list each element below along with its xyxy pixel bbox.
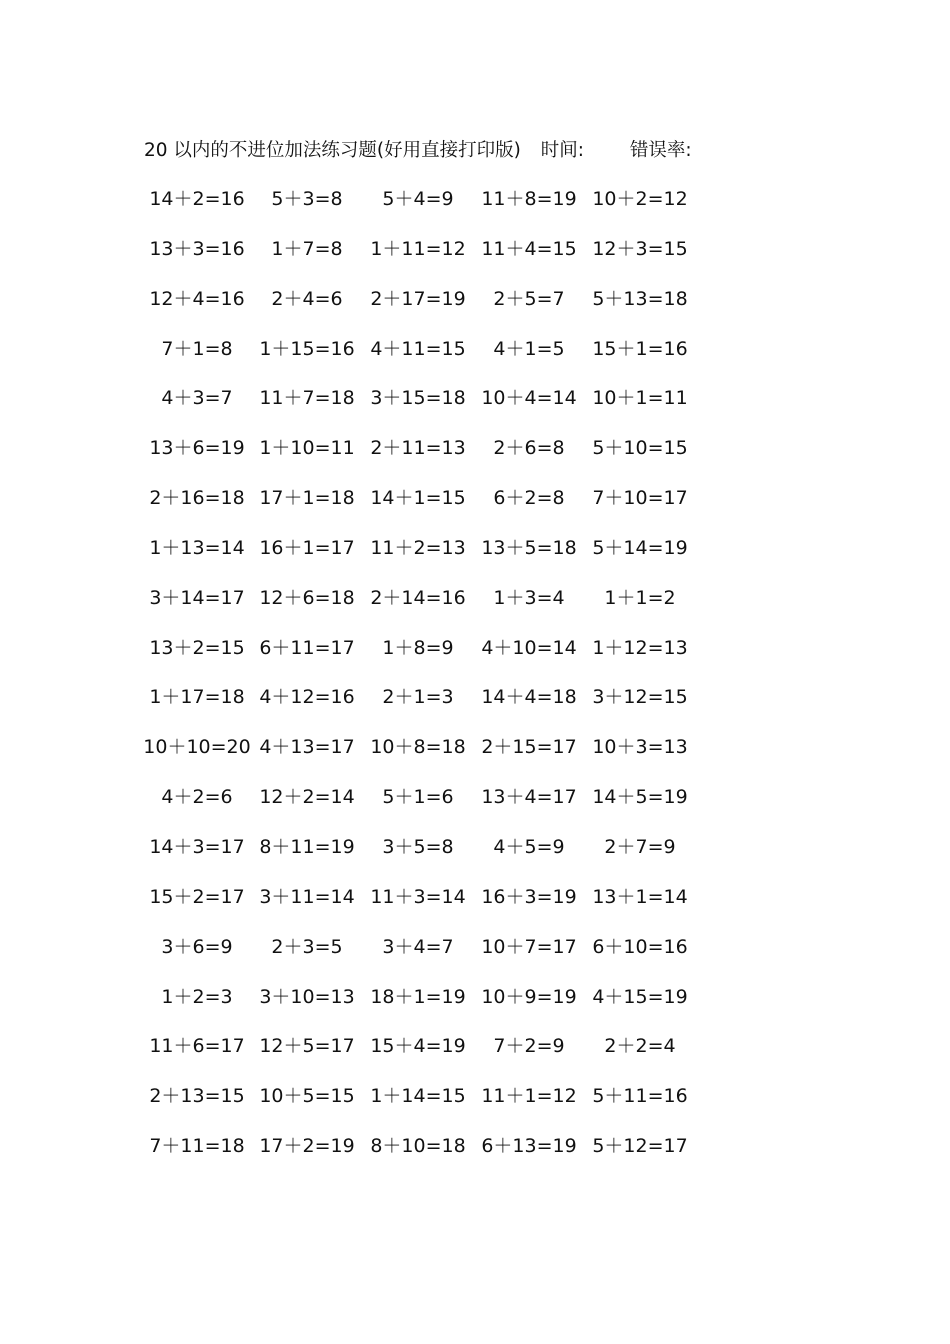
problem-item: 6＋11=17 — [259, 636, 355, 659]
problem-item: 14＋2=16 — [149, 188, 245, 210]
problem-item: 10＋9=19 — [481, 985, 577, 1008]
problem-item: 1＋10=11 — [259, 437, 355, 460]
problem-item: 1＋14=15 — [370, 1085, 466, 1108]
problem-item: 1＋15=16 — [259, 337, 355, 360]
problem-item: 2＋6=8 — [493, 437, 565, 460]
problem-item: 13＋3=16 — [149, 237, 245, 260]
problem-row — [140, 583, 760, 633]
problem-row — [140, 383, 760, 433]
problem-item: 17＋2=19 — [259, 1135, 355, 1158]
problem-row — [140, 1031, 760, 1081]
problem-row — [140, 732, 760, 782]
problem-item: 4＋5=9 — [493, 835, 565, 858]
problem-item: 13＋2=15 — [149, 636, 245, 659]
problem-item: 11＋6=17 — [149, 1035, 245, 1058]
problem-item: 2＋5=7 — [493, 287, 565, 310]
problem-item: 3＋10=13 — [259, 985, 355, 1008]
problem-item: 13＋1=14 — [592, 885, 688, 908]
problem-row — [140, 184, 760, 234]
problem-item: 5＋12=17 — [592, 1135, 688, 1158]
problem-item: 14＋3=17 — [149, 835, 245, 858]
problem-row — [140, 633, 760, 683]
problem-row — [140, 284, 760, 334]
problem-row — [140, 1131, 760, 1181]
problem-item: 5＋3=8 — [271, 188, 343, 210]
problem-item: 8＋11=19 — [259, 835, 355, 858]
problem-item: 5＋14=19 — [592, 536, 688, 559]
problem-item: 17＋1=18 — [259, 487, 355, 510]
problem-item: 3＋12=15 — [592, 686, 688, 709]
problem-item: 10＋4=14 — [481, 387, 577, 410]
problem-item: 10＋1=11 — [592, 387, 688, 410]
problem-item: 11＋2=13 — [370, 536, 466, 559]
problem-item: 12＋4=16 — [149, 287, 245, 310]
problem-item: 4＋2=6 — [161, 786, 233, 809]
problem-item: 5＋4=9 — [382, 188, 454, 210]
problem-item: 4＋12=16 — [259, 686, 355, 709]
problem-item: 1＋13=14 — [149, 536, 245, 559]
error-rate-label: 错误率: — [629, 140, 692, 161]
problem-row — [140, 832, 760, 882]
problem-item: 4＋1=5 — [493, 337, 565, 360]
problem-item: 1＋11=12 — [370, 237, 466, 260]
problem-item: 1＋12=13 — [592, 636, 688, 659]
problem-item: 11＋4=15 — [481, 237, 577, 260]
problem-item: 14＋4=18 — [481, 686, 577, 709]
problem-row — [140, 433, 760, 483]
problem-item: 13＋5=18 — [481, 536, 577, 559]
problem-item: 3＋11=14 — [259, 885, 355, 908]
problem-item: 5＋10=15 — [592, 437, 688, 460]
problem-item: 13＋4=17 — [481, 786, 577, 809]
problem-item: 2＋14=16 — [370, 586, 466, 609]
problem-item: 2＋3=5 — [271, 935, 343, 958]
problem-item: 14＋1=15 — [370, 487, 466, 510]
worksheet-header — [144, 138, 692, 164]
problem-item: 3＋14=17 — [149, 586, 245, 609]
problem-row — [140, 334, 760, 384]
problem-item: 2＋17=19 — [370, 287, 466, 310]
problem-item: 12＋6=18 — [259, 586, 355, 609]
problem-item: 1＋7=8 — [271, 237, 343, 260]
problem-item: 2＋1=3 — [382, 686, 454, 709]
problem-item: 4＋15=19 — [592, 985, 688, 1008]
problem-item: 3＋6=9 — [161, 935, 233, 958]
problem-item: 1＋3=4 — [493, 586, 565, 609]
problem-item: 13＋6=19 — [149, 437, 245, 460]
problem-item: 1＋1=2 — [604, 586, 676, 609]
problem-item: 7＋10=17 — [592, 487, 688, 510]
problem-item: 8＋10=18 — [370, 1135, 466, 1158]
problem-item: 2＋15=17 — [481, 736, 577, 759]
time-label: 时间: — [540, 140, 584, 161]
problem-row — [140, 882, 760, 932]
problem-item: 11＋7=18 — [259, 387, 355, 410]
problem-item: 10＋3=13 — [592, 736, 688, 759]
problem-item: 7＋11=18 — [149, 1135, 245, 1158]
problem-row — [140, 1081, 760, 1131]
problem-row — [140, 932, 760, 982]
problem-item: 11＋1=12 — [481, 1085, 577, 1108]
problem-item: 1＋8=9 — [382, 636, 454, 659]
problem-item: 6＋10=16 — [592, 935, 688, 958]
problem-item: 4＋3=7 — [161, 387, 233, 410]
problem-item: 6＋2=8 — [493, 487, 565, 510]
problem-item: 4＋11=15 — [370, 337, 466, 360]
problem-item: 15＋1=16 — [592, 337, 688, 360]
problem-item: 12＋5=17 — [259, 1035, 355, 1058]
problem-item: 10＋8=18 — [370, 736, 466, 759]
problem-item: 12＋2=14 — [259, 786, 355, 809]
problem-item: 2＋11=13 — [370, 437, 466, 460]
problem-item: 18＋1=19 — [370, 985, 466, 1008]
problem-item: 2＋7=9 — [604, 835, 676, 858]
problem-item: 5＋11=16 — [592, 1085, 688, 1108]
problem-item: 16＋1=17 — [259, 536, 355, 559]
problem-item: 10＋7=17 — [481, 935, 577, 958]
problem-item: 10＋2=12 — [592, 188, 688, 210]
problem-row — [140, 782, 760, 832]
problem-item: 11＋3=14 — [370, 885, 466, 908]
problem-row — [140, 483, 760, 533]
problem-item: 3＋15=18 — [370, 387, 466, 410]
problem-item: 2＋16=18 — [149, 487, 245, 510]
worksheet-title: 20 以内的不进位加法练习题(好用直接打印版) — [144, 140, 521, 161]
problem-row — [140, 682, 760, 732]
problem-item: 7＋1=8 — [161, 337, 233, 360]
problem-row — [140, 234, 760, 284]
problem-item: 11＋8=19 — [481, 188, 577, 210]
problem-item: 15＋4=19 — [370, 1035, 466, 1058]
problem-item: 1＋2=3 — [161, 985, 233, 1008]
problem-item: 15＋2=17 — [149, 885, 245, 908]
problem-item: 5＋13=18 — [592, 287, 688, 310]
problem-item: 2＋13=15 — [149, 1085, 245, 1108]
problem-item: 3＋5=8 — [382, 835, 454, 858]
problem-item: 10＋10=20 — [143, 736, 251, 759]
problem-item: 3＋4=7 — [382, 935, 454, 958]
problem-row — [140, 533, 760, 583]
problem-item: 2＋4=6 — [271, 287, 343, 310]
problem-row — [140, 982, 760, 1032]
problem-item: 7＋2=9 — [493, 1035, 565, 1058]
problem-item: 1＋17=18 — [149, 686, 245, 709]
problem-item: 6＋13=19 — [481, 1135, 577, 1158]
problem-item: 16＋3=19 — [481, 885, 577, 908]
problem-item: 4＋10=14 — [481, 636, 577, 659]
problem-item: 12＋3=15 — [592, 237, 688, 260]
problem-item: 10＋5=15 — [259, 1085, 355, 1108]
problem-item: 14＋5=19 — [592, 786, 688, 809]
problem-item: 2＋2=4 — [604, 1035, 676, 1058]
problem-item: 5＋1=6 — [382, 786, 454, 809]
problem-grid — [140, 184, 760, 1181]
problem-item: 4＋13=17 — [259, 736, 355, 759]
